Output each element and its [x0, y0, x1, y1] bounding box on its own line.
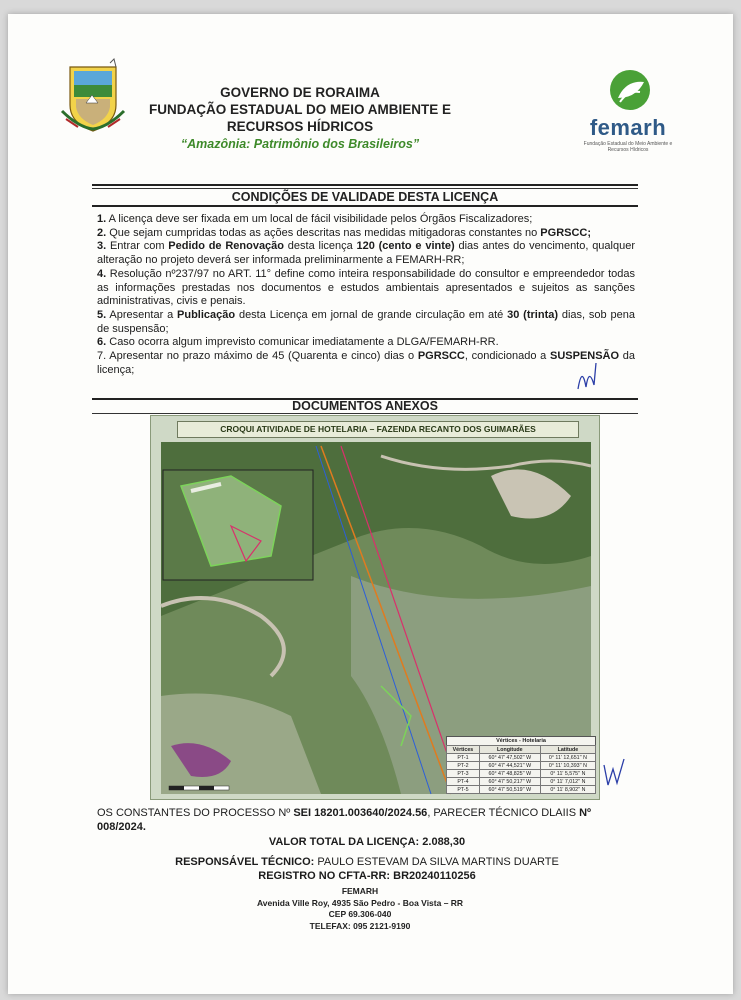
process-reference: OS CONSTANTES DO PROCESSO Nº SEI 18201.003640/2024.56, PARECER TÉCNICO DLAIIS Nº 008/2024. — [97, 807, 592, 833]
technical-responsible: RESPONSÁVEL TÉCNICO: PAULO ESTEVAM DA SILVA MARTINS DUARTE — [175, 856, 559, 868]
cfta-registry: REGISTRO NO CFTA-RR: BR20240110256 — [258, 870, 476, 882]
signature-check-icon — [602, 755, 628, 791]
state-coat-of-arms-icon — [58, 57, 128, 137]
conditions-list — [97, 213, 635, 377]
address-org: FEMARH — [341, 886, 379, 896]
condition-6: 6. Caso ocorra algum imprevisto comunicar imediatamente a DLGA/FEMARH-RR. — [97, 336, 499, 349]
table-row: PT-4 60° 47' 50,217'' W 0° 11' 7,012'' N — [447, 778, 596, 786]
table-header: Latitude — [540, 746, 595, 754]
annexes-divider — [92, 413, 638, 414]
table-row: PT-3 60° 47' 48,825'' W 0° 11' 5,575'' N — [447, 770, 596, 778]
address-street: Avenida Ville Roy, 4935 São Pedro - Boa Vista – RR — [256, 897, 464, 908]
header-divider — [92, 184, 638, 186]
femarh-logo-name: femarh — [589, 115, 667, 140]
address-cep: CEP 69.306-040 — [328, 909, 392, 919]
conditions-divider — [92, 205, 638, 207]
condition-2: 2. Que sejam cumpridas todas as ações descritas nas medidas mitigadoras constantes no PGRSCC; — [97, 226, 592, 239]
site-map — [150, 415, 600, 800]
condition-4: 4. Resolução nº237/97 no ART. 11° define como inteira responsabilidade do consultor e empreendedor todas as informações prestadas nos documentos e estudos ambientais apresentados e sujeitos as sanções administrativas, civis e penais. — [97, 267, 635, 308]
femarh-logo-subtitle: Fundação Estadual do Meio Ambiente e Recursos Hídricos — [583, 141, 673, 153]
table-header: Vértices — [447, 746, 480, 754]
address-block — [150, 886, 570, 932]
table-row: PT-5 60° 47' 50,519'' W 0° 11' 8,902'' N — [447, 786, 596, 794]
org-line-3: RECURSOS HÍDRICOS — [226, 119, 374, 134]
conditions-title: CONDIÇÕES DE VALIDADE DESTA LICENÇA — [231, 190, 499, 204]
map-title: CROQUI ATIVIDADE DE HOTELARIA – FAZENDA RECANTO DOS GUIMARÃES — [177, 421, 579, 438]
license-total: VALOR TOTAL DA LICENÇA: 2.088,30 — [268, 836, 466, 848]
initials-signature-icon — [574, 359, 600, 395]
table-row: PT-1 60° 47' 47,502'' W 0° 11' 12,651'' N — [447, 754, 596, 762]
org-line-2: FUNDAÇÃO ESTADUAL DO MEIO AMBIENTE E — [148, 102, 451, 117]
address-phone: TELEFAX: 095 2121-9190 — [309, 920, 411, 931]
table-row: PT-2 60° 47' 44,521'' W 0° 11' 10,393'' N — [447, 762, 596, 770]
condition-1: 1. A licença deve ser fixada em um local de fácil visibilidade pelos Órgãos Fiscalizadores; — [97, 213, 533, 225]
vertices-table-caption: Vértices - Hotelaria — [446, 736, 596, 745]
header-divider-thin — [92, 188, 638, 189]
condition-3: 3. Entrar com Pedido de Renovação desta licença 120 (cento e vinte) dias antes do vencimento, qualquer alteração no projeto deverá ser informada preliminarmente a FEMARH-RR; — [97, 240, 636, 267]
condition-5: 5. Apresentar a Publicação desta Licença em jornal de grande circulação em até 30 (trinta) dias, sob pena de suspensão; — [97, 308, 635, 335]
org-line-1: GOVERNO DE RORAIMA — [220, 85, 380, 100]
organization-name — [140, 84, 460, 135]
condition-7: 7. Apresentar no prazo máximo de 45 (Quarenta e cinco) dias o PGRSCC, condicionado a SUSPENSÃO da licença; — [97, 350, 635, 376]
slogan: “Amazônia: Patrimônio dos Brasileiros” — [180, 137, 420, 151]
annexes-title: DOCUMENTOS ANEXOS — [292, 399, 438, 413]
table-header: Longitude — [479, 746, 540, 754]
vertices-table — [446, 736, 596, 794]
